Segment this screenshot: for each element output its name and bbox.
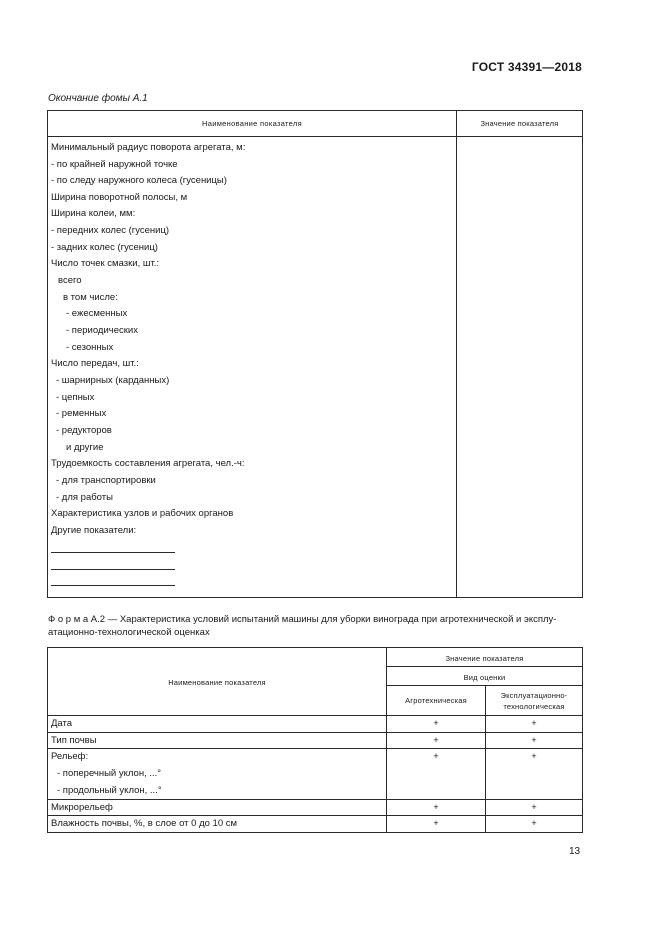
table-row: Тип почвы (51, 735, 97, 746)
agro-mark: + (433, 802, 439, 812)
table-row: Ширина колеи, мм: (51, 208, 136, 219)
agro-mark: + (433, 718, 439, 728)
table-row: Минимальный радиус поворота агрегата, м: (51, 142, 246, 153)
row-divider (387, 685, 582, 686)
table-row: всего (58, 275, 82, 286)
table-header (48, 111, 582, 137)
table-row: Рельеф: (51, 751, 89, 762)
agro-mark: + (433, 818, 439, 828)
form-a1-caption: Окончание фомы А.1 (48, 93, 148, 104)
table-row: - задних колес (гусениц) (51, 242, 158, 253)
table-row: Микрорельеф (51, 802, 113, 813)
column-header-value: Значение показателя (445, 654, 524, 663)
expl-mark: + (531, 735, 537, 745)
form-a2-caption-lead: Ф о р м а А.2 (48, 614, 106, 625)
expl-mark: + (531, 751, 537, 761)
blank-fill-line (51, 585, 175, 586)
row-divider (48, 799, 582, 800)
table-row: - по следу наружного колеса (гусеницы) (51, 175, 227, 186)
expl-mark: + (531, 718, 537, 728)
expl-mark: + (531, 818, 537, 828)
agro-mark: + (433, 751, 439, 761)
table-row: - ременных (56, 408, 107, 419)
expl-mark: + (531, 802, 537, 812)
column-divider (456, 111, 457, 597)
table-row: - передних колес (гусениц) (51, 225, 170, 236)
table-row: - для транспортировки (56, 475, 156, 486)
table-row: - шарнирных (карданных) (56, 375, 170, 386)
column-header-name: Наименование показателя (202, 119, 302, 128)
table-row: Другие показатели: (51, 525, 137, 536)
column-header-agro: Агротехническая (405, 696, 467, 705)
table-row: - по крайней наружной точке (51, 159, 178, 170)
table-row: - периодических (66, 325, 138, 336)
agro-mark: + (433, 735, 439, 745)
column-header-kind: Вид оценки (463, 673, 506, 682)
row-divider (48, 815, 582, 816)
column-header-name: Наименование показателя (168, 678, 266, 687)
column-header-expl-line2: технологическая (503, 702, 565, 711)
form-a1-table (47, 110, 583, 598)
row-divider (48, 748, 582, 749)
table-row: - поперечный уклон, ...° (57, 768, 162, 779)
table-row: Число точек смазки, шт.: (51, 258, 160, 269)
table-row: - редукторов (56, 425, 112, 436)
row-divider (48, 715, 582, 716)
table-row: Число передач, шт.: (51, 358, 139, 369)
column-header-expl-line1: Эксплуатационно- (500, 691, 568, 700)
table-row: Дата (51, 718, 73, 729)
form-a2-table (47, 647, 583, 833)
table-row: в том числе: (63, 292, 118, 303)
table-row: и другие (66, 442, 104, 453)
column-header-value: Значение показателя (480, 119, 559, 128)
table-row: Трудоемкость составления агрегата, чел.-ч: (51, 458, 245, 469)
page-number: 13 (569, 846, 581, 857)
document-code: ГОСТ 34391—2018 (471, 60, 582, 74)
table-row: - сезонных (66, 342, 114, 353)
table-row: - цепных (56, 392, 95, 403)
form-a2-caption (48, 613, 588, 639)
table-row: Ширина поворотной полосы, м (51, 192, 188, 203)
table-row: Характеристика узлов и рабочих органов (51, 508, 234, 519)
form-a2-caption-text: — Характеристика условий испытаний машины для уборки винограда при агротехнической и эксплуатационно-технологической оценках (48, 614, 557, 638)
blank-fill-line (51, 569, 175, 570)
table-row: Влажность почвы, %, в слое от 0 до 10 см (51, 818, 238, 829)
column-header-expl (486, 690, 582, 712)
row-divider (387, 666, 582, 667)
table-row: - для работы (56, 492, 113, 503)
table-row: - продольный уклон, ...° (57, 785, 162, 796)
blank-fill-line (51, 552, 175, 553)
table-row: - ежесменных (66, 308, 128, 319)
row-divider (48, 732, 582, 733)
